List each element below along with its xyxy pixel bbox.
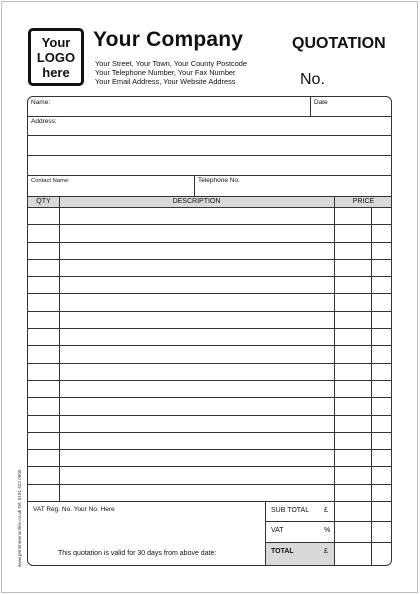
address-line: Your Street, Your Town, Your County Postcode: [95, 59, 248, 68]
address-line: Your Email Address, Your Website Address: [95, 77, 236, 86]
side-imprint: www.printmeamonline.co.uk Tel: 0191 422 0900: [17, 469, 22, 567]
divider: [28, 116, 391, 117]
row-divider: [28, 380, 391, 381]
total-label: TOTAL: [271, 548, 294, 555]
row-divider: [28, 311, 391, 312]
divider: [28, 175, 391, 176]
description-header: DESCRIPTION: [172, 198, 221, 205]
subtotal-label: SUB TOTAL: [271, 507, 310, 514]
row-divider: [28, 224, 391, 225]
divider: [28, 135, 391, 136]
row-divider: [28, 328, 391, 329]
document-title: QUOTATION: [292, 35, 386, 52]
row-divider: [28, 466, 391, 467]
form-box: [27, 96, 392, 566]
company-address: [95, 59, 247, 86]
logo-placeholder: Your LOGO here: [28, 28, 84, 86]
vat-symbol: %: [324, 527, 331, 534]
address-label: Address:: [31, 118, 57, 125]
divider: [28, 155, 391, 156]
column-divider: [371, 207, 372, 566]
row-divider: [28, 207, 391, 208]
qty-header: QTY: [36, 198, 51, 205]
row-divider: [28, 484, 391, 485]
column-divider: [59, 196, 60, 501]
date-label: Date: [314, 99, 328, 106]
row-divider: [28, 293, 391, 294]
company-name: Your Company: [93, 28, 244, 51]
row-divider: [28, 397, 391, 398]
divider: [194, 175, 195, 196]
address-line: Your Telephone Number, Your Fax Number: [95, 68, 236, 77]
row-divider: [28, 259, 391, 260]
row-divider: [28, 415, 391, 416]
row-divider: [28, 501, 391, 502]
row-divider: [334, 521, 391, 522]
quotation-number-label: No.: [300, 71, 325, 88]
vat-label: VAT: [271, 527, 284, 534]
row-divider: [28, 345, 391, 346]
total-symbol: £: [324, 548, 328, 555]
contact-name-label: Contact Name:: [31, 178, 70, 184]
subtotal-symbol: £: [324, 507, 328, 514]
row-divider: [28, 276, 391, 277]
price-header: PRICE: [352, 198, 375, 205]
column-divider: [334, 196, 335, 566]
row-divider: [28, 363, 391, 364]
row-divider: [28, 432, 391, 433]
row-divider: [28, 242, 391, 243]
row-divider: [334, 542, 391, 543]
row-divider: [28, 449, 391, 450]
divider: [265, 501, 266, 566]
telephone-label: Telephone No.: [198, 177, 240, 184]
divider: [310, 97, 311, 116]
validity-note: This quotation is valid for 30 days from above date:: [58, 550, 217, 557]
vat-registration: VAT Reg. No. Your No. Here: [33, 506, 115, 513]
name-label: Name:: [31, 99, 51, 106]
